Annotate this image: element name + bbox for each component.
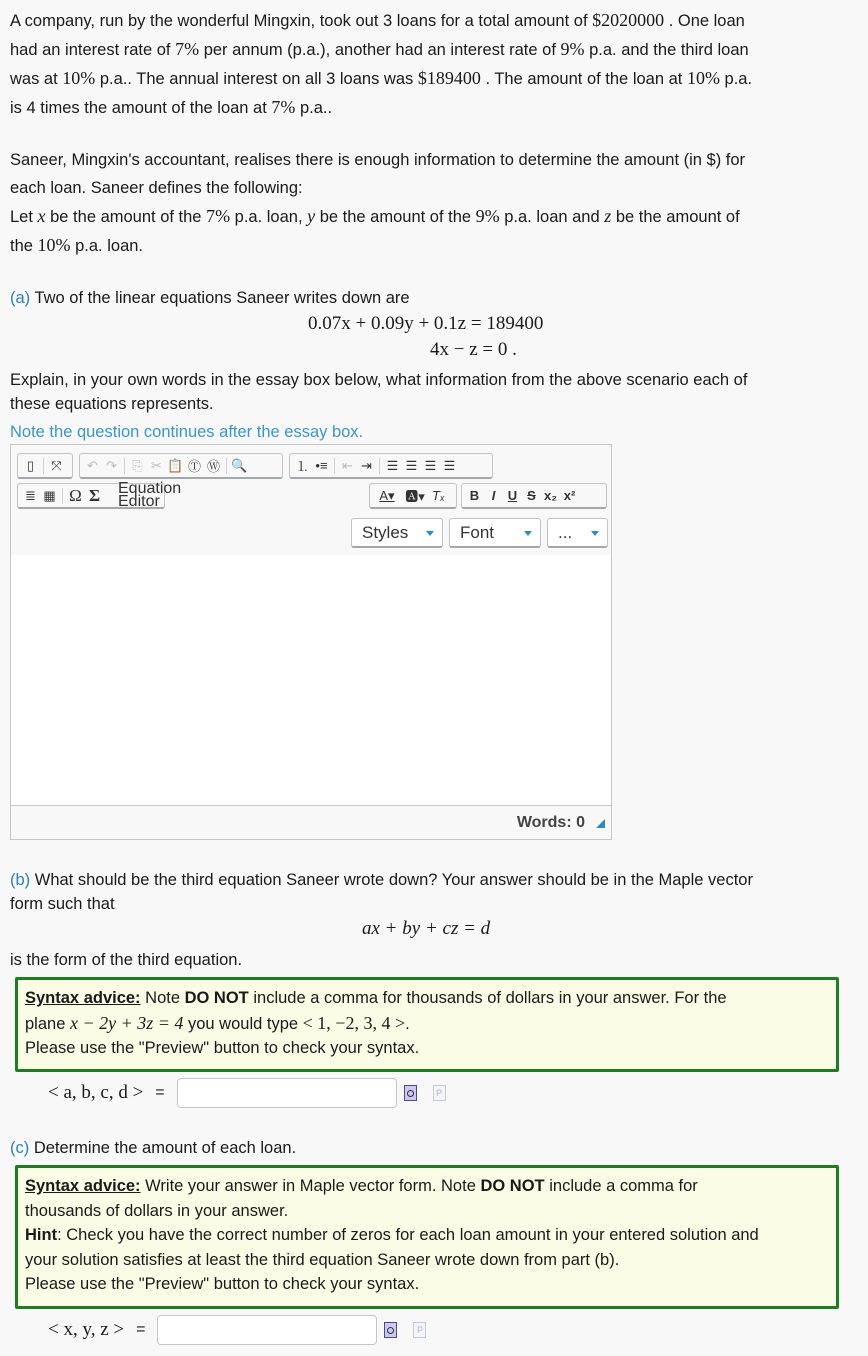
setup-text: Saneer, Mingxin's accountant, realises there is enough information to determine the amount (in $) for [10,151,746,169]
font-size-label: ... [558,522,573,542]
align-right-icon[interactable]: ☰ [424,457,437,473]
preview-icon[interactable] [384,1322,397,1338]
paste-word-icon[interactable]: Ⓦ [206,459,220,474]
total-amount: $2020000 [592,10,665,30]
advice-text: thousands of dollars in your answer. [25,1201,289,1220]
toolbar-group-insert [17,480,182,510]
bulleted-list-icon[interactable]: •≡ [315,458,328,473]
intro-text: p.a. and the third loan [584,41,749,59]
interest-amount: $189400 [417,68,481,88]
part-c-prompt [10,1134,850,1162]
remove-format-icon[interactable]: Tₓ [432,488,445,503]
part-b-form-note: is the form of the third equation. [10,951,243,969]
part-a-text: Two of the linear equations Saneer writes down are [30,289,410,307]
copy-icon[interactable]: ⎘ [132,457,143,473]
separator [334,458,335,474]
part-c-answer-row [48,1315,423,1345]
rate: 9% [560,39,585,59]
italic-icon[interactable]: I [491,488,496,503]
equation-1: 0.07x + 0.09y + 0.1z = 189400 [308,313,544,334]
rate: 7% [175,39,200,59]
rate: 10% [62,68,96,88]
chevron-down-icon [591,531,599,536]
toolbar-group-basic-styles [461,483,607,509]
equals-sign: = [155,1084,165,1101]
font-dropdown[interactable] [449,518,541,548]
part-a-label: (a) [10,289,31,307]
align-left-icon[interactable]: ☰ [386,457,399,473]
setup-text: Let [10,208,38,226]
advice-text: plane [25,1014,70,1033]
advice-emphasis: DO NOT [480,1177,545,1195]
example-equation: x − 2y + 3z = 4 [69,1012,184,1033]
intro-text: . The amount of the loan at [480,70,687,88]
setup-paragraph [10,146,850,260]
intro-paragraph [10,6,850,122]
font-label: Font [460,522,495,542]
chevron-down-icon [524,531,532,536]
equation-2: 4x − z = 0 . [430,339,517,360]
intro-text: p.a.. [295,99,333,117]
part-c-text: Determine the amount of each loan. [29,1139,297,1157]
part-a-explain [10,368,850,416]
separator [62,488,63,504]
paste-text-icon[interactable]: Ⓣ [187,459,201,474]
continue-note: Note the question continues after the essay box. [10,423,364,441]
intro-text: was at [10,70,63,88]
editor-status-bar [11,806,611,839]
explain-text: these equations represents. [10,395,214,413]
intro-text: . One loan [664,12,745,30]
advice-text: Please use the "Preview" button to check your syntax. [25,1275,420,1293]
rate: 10% [686,68,720,88]
part-b-label: (b) [10,871,31,889]
advice-text: Note [140,989,185,1007]
advice-text: . [405,1014,410,1033]
find-icon[interactable]: 🔍 [231,457,248,473]
part-b-answer-row [48,1078,443,1108]
rate: 10% [37,235,71,255]
part-c-label: (c) [10,1139,30,1157]
separator [124,458,125,474]
advice-title: Syntax advice: [25,989,141,1007]
part-c-syntax-advice [15,1165,839,1309]
intro-text: had an interest rate of [10,41,176,59]
variable-x: x [37,206,46,226]
advice-title: Syntax advice: [25,1177,141,1195]
intro-text: is 4 times the amount of the loan at [10,99,272,117]
p-icon[interactable]: P [433,1085,446,1101]
form-equation: ax + by + cz = d [362,918,491,939]
strikethrough-icon[interactable]: S [527,488,536,503]
cut-icon[interactable]: ✂ [151,457,162,473]
numbered-list-icon[interactable]: ⒈ [295,459,309,474]
subscript-icon[interactable]: x₂ [543,488,557,503]
bold-icon[interactable]: B [469,488,480,503]
equals-sign: = [136,1321,146,1338]
setup-text: be the amount of the [315,208,476,226]
sigma-icon[interactable]: Σ [88,485,101,505]
horizontal-rule-icon[interactable]: ≣ [25,487,36,503]
abcd-answer-input[interactable] [177,1078,397,1108]
undo-icon[interactable]: ↶ [87,457,98,473]
align-center-icon[interactable]: ☰ [405,457,418,473]
answer-label-xyz: < x, y, z > [48,1319,125,1340]
styles-label: Styles [362,522,409,542]
separator [43,458,44,474]
superscript-icon[interactable]: x² [563,488,576,503]
paste-icon[interactable]: 📋 [167,457,184,473]
rate: 9% [475,206,500,226]
advice-text: include a comma for thousands of dollars in your answer. For the [248,989,727,1007]
table-icon[interactable]: ▦ [43,487,56,503]
toolbar-group-paragraph [289,453,493,479]
part-b-text: What should be the third equation Saneer wrote down? Your answer should be in the Maple vector [30,871,753,889]
advice-text: Write your answer in Maple vector form. Note [140,1177,481,1195]
intro-text: per annum (p.a.), another had an interest rate of [199,41,561,59]
setup-text: p.a. loan and [499,208,605,226]
redo-icon[interactable]: ↷ [106,457,117,473]
underline-icon[interactable]: U [507,488,518,503]
variable-y: y [307,206,316,226]
setup-text: each loan. Saneer defines the following: [10,179,303,197]
chevron-down-icon [426,531,434,536]
outdent-icon[interactable]: ⇤ [342,457,353,473]
maximize-icon[interactable]: ⤧ [51,457,62,473]
p-icon[interactable]: P [413,1322,426,1338]
essay-editor [10,444,612,840]
font-size-dropdown[interactable] [547,518,608,548]
equation-editor-button[interactable]: Equation Editor [118,480,182,510]
background-color-icon[interactable]: 🅰▾ [405,489,425,504]
example-vector: < 1, −2, 3, 4 > [302,1012,406,1033]
justify-icon[interactable]: ☰ [443,457,456,473]
setup-text: be the amount of [611,208,740,226]
toolbar-group-view [17,453,73,479]
special-char-icon[interactable]: Ω [69,485,82,505]
part-b-syntax-advice [15,977,839,1072]
separator [379,458,380,474]
answer-label-abcd: < a, b, c, d > [48,1082,144,1103]
hint-text: : Check you have the correct number of zeros for each loan amount in your entered solution and [57,1226,759,1244]
rate: 7% [271,97,296,117]
word-count: Words: 0 [516,814,585,831]
resize-handle-icon[interactable] [596,819,605,828]
advice-text: include a comma for [544,1177,698,1195]
toolbar-group-color [369,483,457,509]
xyz-answer-input[interactable] [157,1315,377,1345]
setup-text: p.a. loan. [70,237,144,255]
text-color-icon[interactable]: A▾ [379,487,395,503]
advice-text: you would type [183,1014,303,1033]
hint-label: Hint [25,1226,58,1244]
advice-text: Please use the "Preview" button to check your syntax. [25,1039,420,1057]
part-b-prompt [10,868,850,916]
setup-text: be the amount of the [45,208,207,226]
intro-text: A company, run by the wonderful Mingxin, took out 3 loans for a total amount of [10,12,593,30]
variable-z: z [604,206,612,226]
part-a-prompt [10,284,850,312]
toolbar-group-clipboard [79,453,283,479]
setup-text: p.a. loan, [230,208,308,226]
show-blocks-icon[interactable]: ▯ [26,457,35,473]
indent-icon[interactable]: ⇥ [361,457,372,473]
part-b-text: form such that [10,895,115,913]
setup-text: the [10,237,38,255]
editor-toolbar [11,445,611,556]
advice-emphasis: DO NOT [184,989,249,1007]
intro-text: p.a.. The annual interest on all 3 loans was [95,70,418,88]
preview-icon[interactable] [404,1085,417,1101]
hint-text: your solution satisfies at least the third equation Saneer wrote down from part (b). [25,1250,620,1269]
separator [226,458,227,474]
styles-dropdown[interactable] [351,518,443,548]
rate: 7% [206,206,231,226]
explain-text: Explain, in your own words in the essay box below, what information from the above scenario each of [10,371,748,389]
intro-text: p.a. [719,70,753,88]
essay-text-area[interactable] [11,555,611,806]
